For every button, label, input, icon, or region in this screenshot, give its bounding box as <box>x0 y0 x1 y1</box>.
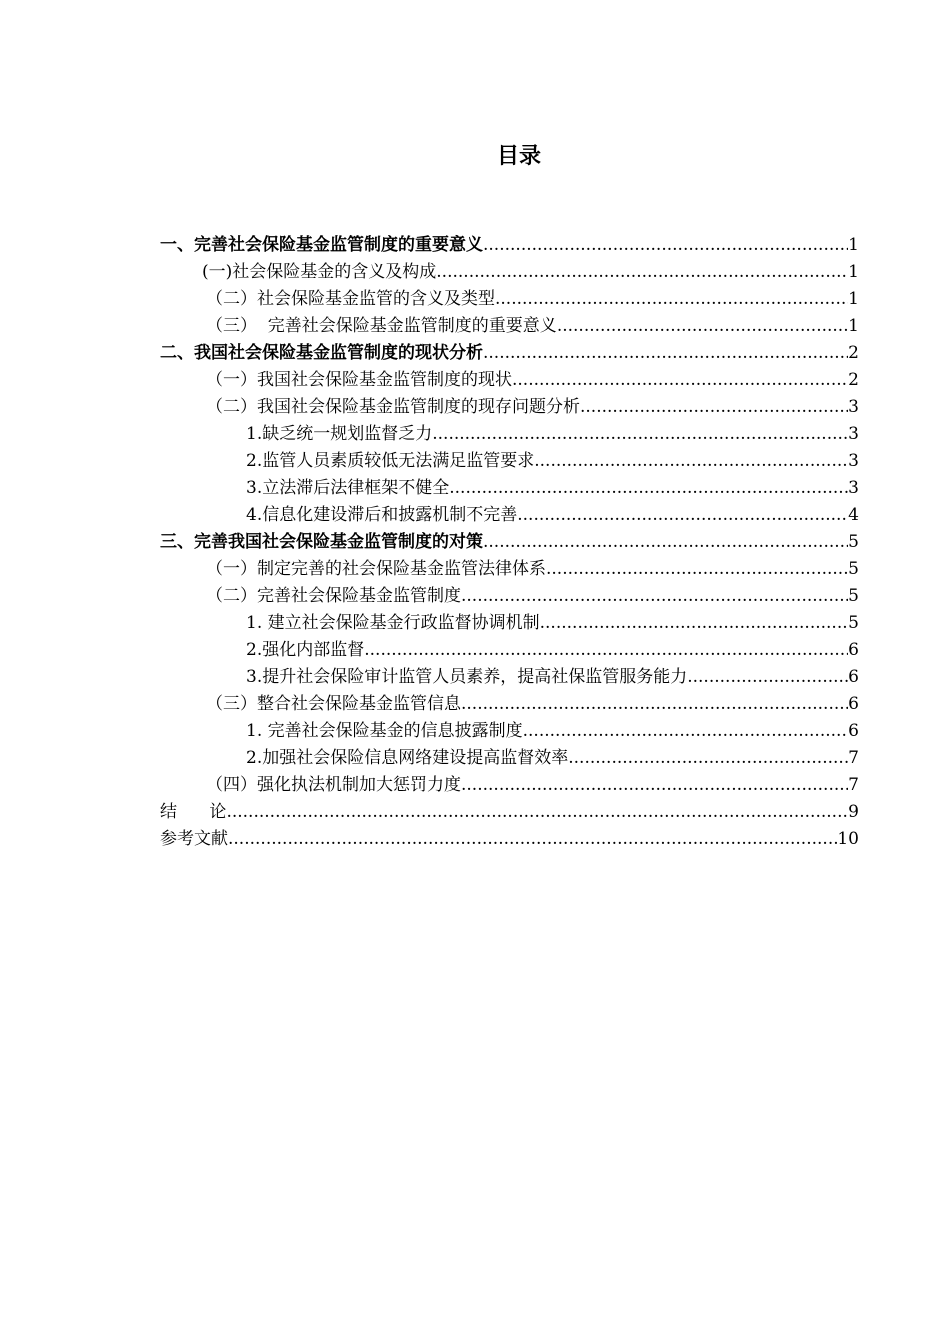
toc-entry[interactable] <box>160 259 859 286</box>
toc-entry-label: 1.缺乏统一规划监督乏力 <box>246 424 433 444</box>
toc-leader-dots <box>461 583 848 610</box>
toc-entry[interactable] <box>160 340 859 367</box>
toc-page-number: 1 <box>848 262 859 282</box>
toc-page-number: 6 <box>848 667 859 687</box>
page-title: 目录 <box>496 144 541 169</box>
toc-page-number: 6 <box>848 640 859 660</box>
toc-entry-label: 二、我国社会保险基金监管制度的现状分析 <box>160 343 483 363</box>
toc-leader-dots <box>557 313 848 340</box>
toc-entry[interactable] <box>160 394 859 421</box>
toc-leader-dots <box>432 421 848 448</box>
toc-leader-dots <box>364 637 848 664</box>
toc-page-number: 3 <box>848 397 859 417</box>
toc-leader-dots <box>540 610 849 637</box>
toc-page-number: 1 <box>848 316 859 336</box>
toc-leader-dots <box>461 691 848 718</box>
toc-leader-dots <box>483 232 848 259</box>
toc-page-number: 6 <box>848 694 859 714</box>
toc-entry-label: 3.提升社会保险审计监管人员素养，提高社保监管服务能力 <box>246 667 688 687</box>
toc-entry[interactable] <box>160 475 859 502</box>
toc-leader-dots <box>546 556 848 583</box>
toc-page-number: 5 <box>848 613 859 633</box>
toc-entry[interactable] <box>160 313 859 340</box>
toc-entry[interactable] <box>160 799 859 826</box>
toc-entry-label: 2.加强社会保险信息网络建设提高监督效率 <box>246 748 569 768</box>
toc-entry-label: （三）整合社会保险基金监管信息 <box>206 694 461 714</box>
toc-entry[interactable] <box>160 286 859 313</box>
toc-page-number: 1 <box>848 289 859 309</box>
toc-page-number: 3 <box>848 424 859 444</box>
toc-leader-dots <box>228 826 837 853</box>
toc-entry-label: （一）制定完善的社会保险基金监管法律体系 <box>206 559 546 579</box>
toc-leader-dots <box>495 286 848 313</box>
toc-page-number: 1 <box>848 235 859 255</box>
toc-entry-label: （一）我国社会保险基金监管制度的现状 <box>206 370 512 390</box>
toc-entry-label: 1. 建立社会保险基金行政监督协调机制 <box>246 613 540 633</box>
toc-page-number: 5 <box>848 586 859 606</box>
toc-entry[interactable] <box>160 502 859 529</box>
toc-page-number: 6 <box>848 721 859 741</box>
toc-page-number: 5 <box>848 559 859 579</box>
toc-entry-label: 3.立法滞后法律框架不健全 <box>246 478 450 498</box>
toc-entry[interactable] <box>160 556 859 583</box>
toc-entry-label: （二）我国社会保险基金监管制度的现存问题分析 <box>206 397 580 417</box>
toc-entry[interactable] <box>160 718 859 745</box>
toc-page-number: 10 <box>837 829 859 849</box>
toc-leader-dots <box>436 259 848 286</box>
toc-page-number: 2 <box>848 370 859 390</box>
toc-entry[interactable] <box>160 232 859 259</box>
toc-entry[interactable] <box>160 421 859 448</box>
toc-leader-dots <box>517 502 848 529</box>
toc-leader-dots <box>512 367 848 394</box>
toc-leader-dots <box>226 799 848 826</box>
toc-page-number: 7 <box>848 748 859 768</box>
toc-leader-dots <box>461 772 848 799</box>
toc-leader-dots <box>483 529 848 556</box>
toc-entry-label: （四）强化执法机制加大惩罚力度 <box>206 775 461 795</box>
toc-entry-label: 三、完善我国社会保险基金监管制度的对策 <box>160 532 483 552</box>
toc-entry[interactable] <box>160 367 859 394</box>
toc-entry[interactable] <box>160 826 859 853</box>
toc-page-number: 9 <box>848 802 859 822</box>
toc-entry-label: 2.监管人员素质较低无法满足监管要求 <box>246 451 535 471</box>
toc-leader-dots <box>534 448 848 475</box>
toc-entry-label: 4.信息化建设滞后和披露机制不完善 <box>246 505 518 525</box>
toc-page-number: 3 <box>848 478 859 498</box>
toc-entry[interactable] <box>160 691 859 718</box>
toc-leader-dots <box>523 718 849 745</box>
toc-entry-label: (一)社会保险基金的含义及构成 <box>202 262 437 282</box>
toc-leader-dots <box>568 745 848 772</box>
toc-entry[interactable] <box>160 745 859 772</box>
toc-entry-label: （三） 完善社会保险基金监管制度的重要意义 <box>206 316 557 336</box>
toc-entry-label: 2.强化内部监督 <box>246 640 365 660</box>
toc-entry[interactable] <box>160 448 859 475</box>
toc-page-number: 4 <box>848 505 859 525</box>
toc-leader-dots <box>580 394 848 421</box>
toc-leader-dots <box>687 664 848 691</box>
toc-page-number: 2 <box>848 343 859 363</box>
toc-entry-label: 一、完善社会保险基金监管制度的重要意义 <box>160 235 483 255</box>
toc-entry-label: （二）社会保险基金监管的含义及类型 <box>206 289 495 309</box>
toc-entry[interactable] <box>160 529 859 556</box>
toc-entry[interactable] <box>160 664 859 691</box>
toc-entry[interactable] <box>160 583 859 610</box>
toc-entry-label: （二）完善社会保险基金监管制度 <box>206 586 461 606</box>
toc-entry-label: 结 论 <box>160 802 227 822</box>
toc-entry[interactable] <box>160 772 859 799</box>
toc-entry-label: 1. 完善社会保险基金的信息披露制度 <box>246 721 523 741</box>
table-of-contents <box>160 232 859 853</box>
toc-leader-dots <box>449 475 848 502</box>
toc-page-number: 5 <box>848 532 859 552</box>
toc-entry[interactable] <box>160 637 859 664</box>
toc-page-number: 7 <box>848 775 859 795</box>
toc-entry[interactable] <box>160 610 859 637</box>
toc-page-number: 3 <box>848 451 859 471</box>
toc-leader-dots <box>483 340 848 367</box>
toc-entry-label: 参考文献 <box>160 829 228 849</box>
